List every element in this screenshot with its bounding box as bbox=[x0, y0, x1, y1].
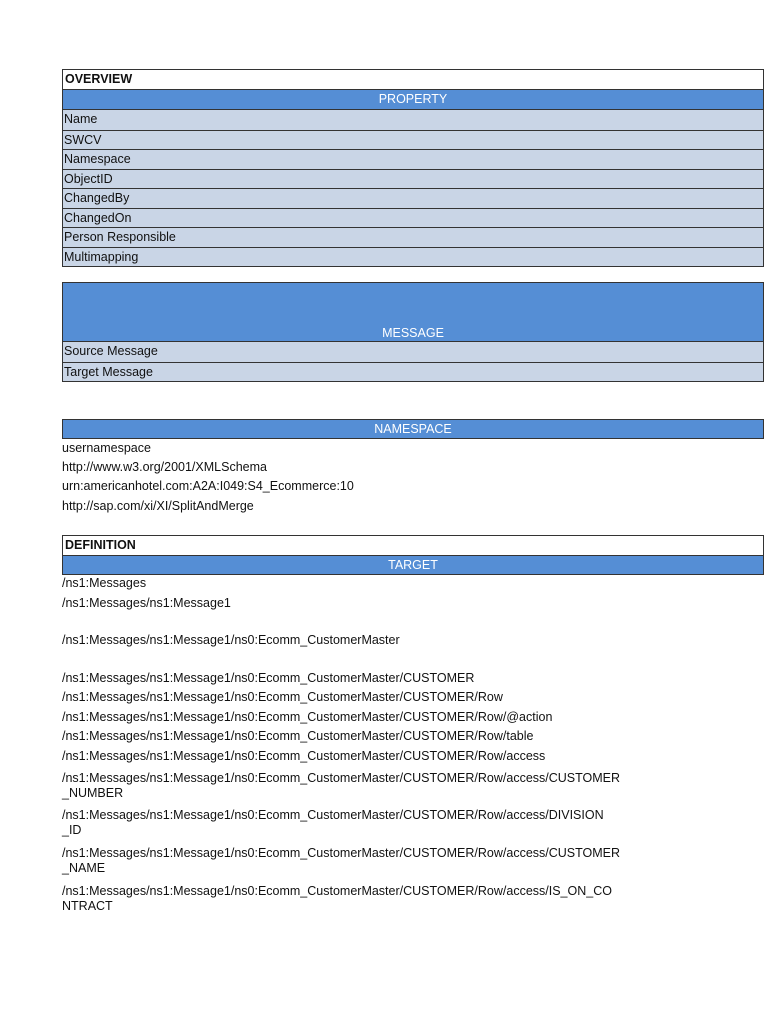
target-row: /ns1:Messages/ns1:Message1/ns0:Ecomm_CustomerMaster/CUSTOMER/Row/access bbox=[62, 749, 546, 763]
property-row: Namespace bbox=[63, 149, 763, 169]
target-row: /ns1:Messages/ns1:Message1/ns0:Ecomm_CustomerMaster/CUSTOMER/Row/table bbox=[62, 729, 534, 743]
target-row: /ns1:Messages/ns1:Message1/ns0:Ecomm_CustomerMaster/CUSTOMER/Row/access/CUSTOMER _NUMBER bbox=[62, 771, 621, 800]
target-row: /ns1:Messages/ns1:Message1/ns0:Ecomm_CustomerMaster/CUSTOMER/Row/@action bbox=[62, 710, 553, 724]
target-row: /ns1:Messages/ns1:Message1 bbox=[62, 596, 231, 610]
overview-table bbox=[62, 69, 764, 267]
message-header: MESSAGE bbox=[382, 326, 444, 340]
property-row: Multimapping bbox=[63, 247, 763, 267]
target-row: /ns1:Messages/ns1:Message1/ns0:Ecomm_CustomerMaster/CUSTOMER/Row/access/CUSTOMER _NAME bbox=[62, 846, 621, 875]
property-row: ChangedOn bbox=[63, 208, 763, 228]
property-row: SWCV bbox=[63, 130, 763, 150]
namespace-table bbox=[62, 419, 764, 439]
target-row: /ns1:Messages/ns1:Message1/ns0:Ecomm_CustomerMaster/CUSTOMER bbox=[62, 671, 475, 685]
target-row: /ns1:Messages/ns1:Message1/ns0:Ecomm_CustomerMaster/CUSTOMER/Row/access/DIVISION _ID bbox=[62, 808, 604, 837]
namespace-row: usernamespace bbox=[62, 441, 151, 455]
message-row: Source Message bbox=[63, 342, 763, 362]
namespace-row: http://sap.com/xi/XI/SplitAndMerge bbox=[62, 499, 254, 513]
property-row: Name bbox=[63, 110, 763, 130]
namespace-header: NAMESPACE bbox=[63, 420, 763, 438]
definition-table bbox=[62, 535, 764, 575]
target-row: /ns1:Messages bbox=[62, 576, 147, 590]
property-row: ChangedBy bbox=[63, 188, 763, 208]
property-row: Person Responsible bbox=[63, 227, 763, 247]
message-row: Target Message bbox=[63, 362, 763, 382]
property-row: ObjectID bbox=[63, 169, 763, 189]
overview-title: OVERVIEW bbox=[63, 70, 763, 89]
target-row: /ns1:Messages/ns1:Message1/ns0:Ecomm_CustomerMaster/CUSTOMER/Row bbox=[62, 690, 503, 704]
target-row: /ns1:Messages/ns1:Message1/ns0:Ecomm_CustomerMaster/CUSTOMER/Row/access/IS_ON_CO NTRACT bbox=[62, 884, 612, 913]
namespace-row: urn:americanhotel.com:A2A:I049:S4_Ecommerce:10 bbox=[62, 479, 354, 493]
message-table bbox=[62, 282, 764, 382]
target-header: TARGET bbox=[63, 555, 763, 574]
definition-title: DEFINITION bbox=[63, 536, 763, 555]
property-header: PROPERTY bbox=[63, 89, 763, 109]
message-header-cell bbox=[63, 283, 763, 341]
namespace-row: http://www.w3.org/2001/XMLSchema bbox=[62, 460, 267, 474]
target-row: /ns1:Messages/ns1:Message1/ns0:Ecomm_CustomerMaster bbox=[62, 633, 400, 647]
